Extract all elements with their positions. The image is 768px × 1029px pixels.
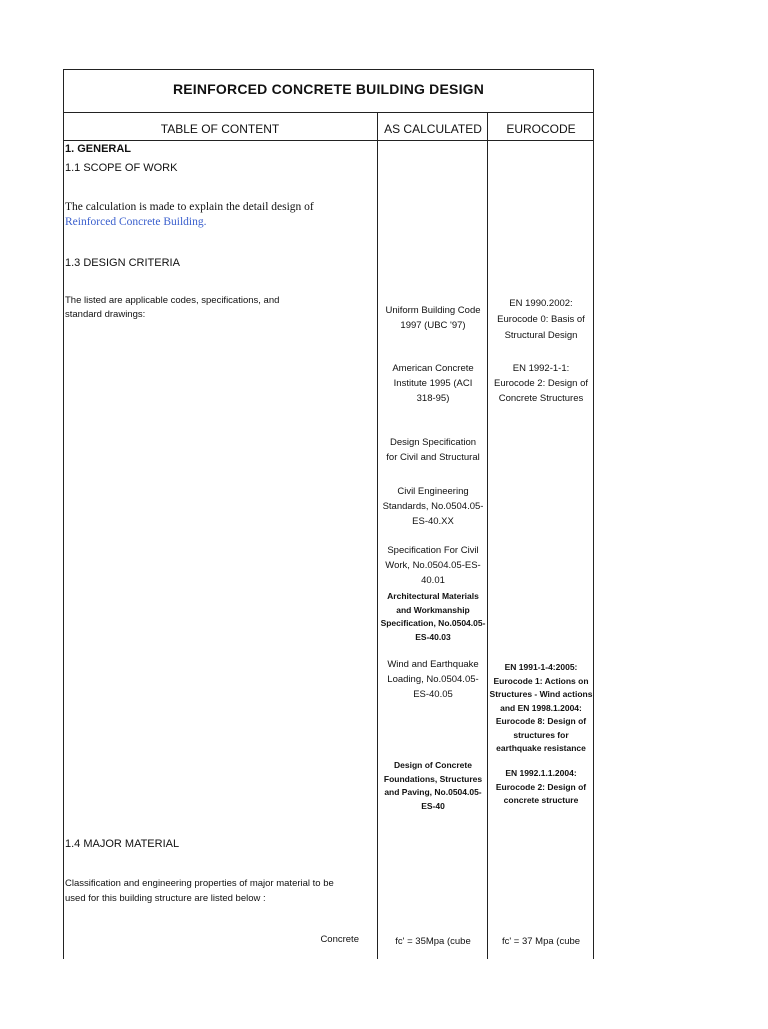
calc-code-architectural-line: Specification, No.0504.05-: [380, 618, 486, 628]
criteria-intro-line-2: standard drawings:: [65, 309, 146, 320]
calc-code-concrete-foundations-line: Foundations, Structures: [383, 773, 483, 784]
calc-code-concrete-foundations: [378, 759, 488, 813]
header-as-calculated: AS CALCULATED: [384, 122, 482, 136]
calc-code-civil-work-line: Work, No.0504.05-ES-: [385, 560, 481, 571]
section-scope-heading: 1.1 SCOPE OF WORK: [65, 162, 178, 174]
euro-code-en1992-2004-line: EN 1992.1.1.2004:: [505, 768, 577, 778]
section-design-criteria-heading: 1.3 DESIGN CRITERIA: [65, 257, 180, 269]
calc-code-ubc-line: Uniform Building Code: [385, 305, 481, 316]
euro-code-en1992-2004-line: concrete structure: [503, 795, 579, 805]
calc-code-concrete-foundations-line: and Paving, No.0504.05-: [384, 787, 482, 797]
euro-code-en1992-2004-line: Eurocode 2: Design of: [495, 781, 587, 792]
calc-code-design-spec-line: for Civil and Structural: [386, 452, 480, 463]
calc-code-design-spec-line: Design Specification: [389, 437, 477, 448]
calc-code-architectural-line: and Workmanship: [396, 604, 470, 615]
euro-code-en1992-1-1-line: Eurocode 2: Design of: [493, 378, 588, 389]
calc-code-aci-line: American Concrete: [392, 363, 474, 374]
section-general-heading: 1. GENERAL: [65, 143, 132, 155]
calc-code-architectural-line: ES-40.03: [415, 631, 451, 642]
calc-code-civil-work-line: Specification For Civil: [387, 545, 479, 556]
header-divider: [63, 140, 594, 141]
calc-code-civil-standards-line: ES-40.XX: [412, 516, 454, 527]
euro-code-en1991-en1998-line: EN 1991-1-4:2005:: [504, 662, 578, 672]
scope-text-line-2: Reinforced Concrete Building.: [65, 216, 207, 228]
euro-code-en1991-en1998-line: and EN 1998.1.2004:: [500, 702, 582, 713]
euro-code-en1991-en1998-line: structures for: [513, 729, 569, 740]
material-intro-line-2: used for this building structure are listed below :: [65, 893, 266, 904]
calc-code-architectural: [378, 590, 488, 644]
calc-code-concrete-foundations-line: ES-40: [421, 800, 445, 811]
calc-code-ubc: [378, 303, 488, 333]
calc-code-ubc-line: 1997 (UBC '97): [400, 320, 466, 331]
header-eurocode: EUROCODE: [506, 122, 576, 136]
document-title: REINFORCED CONCRETE BUILDING DESIGN: [172, 81, 485, 97]
section-major-material-heading: 1.4 MAJOR MATERIAL: [65, 838, 180, 850]
calc-code-aci-line: Institute 1995 (ACI: [393, 378, 473, 389]
euro-code-en1990: [488, 296, 594, 344]
euro-code-en1992-1-1-line: Concrete Structures: [498, 393, 584, 404]
calc-code-civil-standards: [378, 484, 488, 529]
euro-code-en1990-line: EN 1990.2002:: [509, 298, 573, 309]
euro-code-en1991-en1998-line: Eurocode 1: Actions on: [493, 675, 589, 686]
euro-code-en1992-2004: [488, 767, 594, 808]
column-divider-2: [487, 113, 488, 959]
euro-code-en1991-en1998-line: Structures - Wind actions: [489, 689, 593, 699]
calc-code-design-spec: [378, 435, 488, 465]
document-page: [63, 69, 594, 1029]
header-table-of-content: TABLE OF CONTENT: [160, 122, 280, 136]
euro-code-en1991-en1998-line: earthquake resistance: [496, 743, 586, 753]
title-divider: [63, 112, 594, 113]
calc-code-wind-earthquake-line: Loading, No.0504.05-: [387, 674, 479, 685]
calc-code-architectural-line: Architectural Materials: [387, 591, 479, 601]
euro-code-en1992-1-1-line: EN 1992-1-1:: [512, 363, 570, 374]
material-intro-line-1: Classification and engineering properties of major material to be: [65, 878, 334, 889]
calc-code-civil-work: [378, 543, 488, 588]
scope-text-line-1: The calculation is made to explain the detail design of: [65, 201, 314, 213]
euro-code-en1990-line: Structural Design: [504, 330, 578, 341]
calc-code-wind-earthquake-line: ES-40.05: [413, 689, 453, 700]
material-euro-value: fc' = 37 Mpa (cube: [501, 936, 581, 947]
calc-code-concrete-foundations-line: Design of Concrete: [394, 760, 472, 770]
calc-code-civil-work-line: 40.01: [421, 575, 445, 586]
criteria-intro-line-1: The listed are applicable codes, specifications, and: [65, 295, 280, 306]
calc-code-wind-earthquake: [378, 657, 488, 702]
calc-code-wind-earthquake-line: Wind and Earthquake: [387, 659, 479, 670]
column-divider-1: [377, 113, 378, 959]
euro-code-en1992-1-1: [488, 361, 594, 406]
euro-code-en1991-en1998: [488, 661, 594, 756]
material-row-label: Concrete: [320, 934, 359, 945]
material-calc-value: fc' = 35Mpa (cube: [395, 936, 471, 947]
calc-code-aci-line: 318-95): [416, 393, 450, 404]
euro-code-en1990-line: Eurocode 0: Basis of: [497, 314, 585, 325]
calc-code-civil-standards-line: Civil Engineering: [397, 486, 469, 497]
calc-code-civil-standards-line: Standards, No.0504.05-: [382, 501, 484, 512]
calc-code-aci: [378, 361, 488, 406]
euro-code-en1991-en1998-line: Eurocode 8: Design of: [495, 716, 587, 726]
